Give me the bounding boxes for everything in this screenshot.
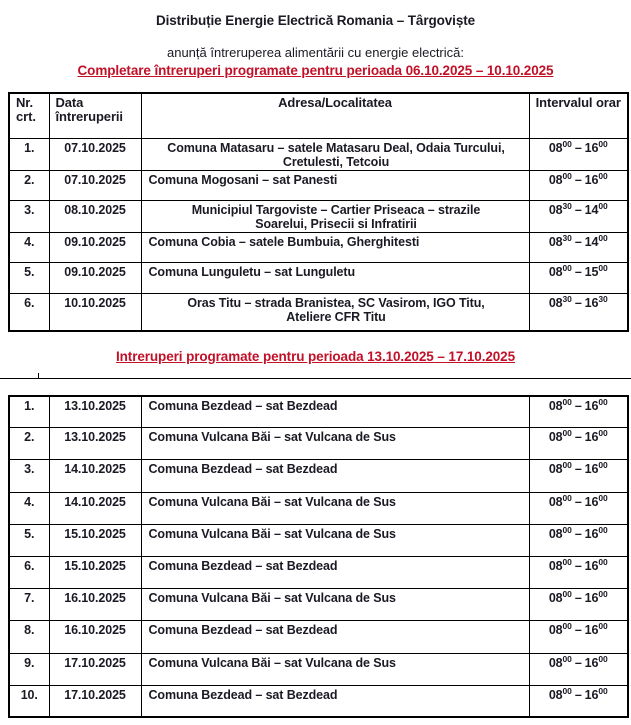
table-row xyxy=(9,621,628,653)
interval-start-hour: 08 xyxy=(548,430,563,445)
interval-end-minutes: 00 xyxy=(598,492,608,503)
table-row xyxy=(9,556,628,588)
time-interval xyxy=(548,396,608,413)
address-line: Comuna Bezdead – sat Bezdead xyxy=(148,558,338,573)
interval-end-hour: 15 xyxy=(584,265,599,279)
address-line: Comuna Vulcana Băi – sat Vulcana de Sus xyxy=(148,655,396,670)
interval-start-hour: 08 xyxy=(548,655,563,670)
interval-end-hour: 16 xyxy=(584,558,599,573)
interruption-date-cell: 15.10.2025 xyxy=(49,524,141,556)
address-cell xyxy=(141,396,529,428)
row-number-cell: 9. xyxy=(9,653,49,685)
interval-start-minutes: 00 xyxy=(562,170,572,181)
address-cell xyxy=(141,294,529,331)
interruption-date-cell: 15.10.2025 xyxy=(49,556,141,588)
interval-end-hour: 16 xyxy=(584,430,599,445)
interval-cell xyxy=(529,589,628,621)
interval-separator: – xyxy=(574,623,582,638)
interval-end-hour: 16 xyxy=(584,494,599,509)
interval-cell xyxy=(529,201,628,233)
interval-start-hour: 08 xyxy=(548,526,563,541)
time-interval xyxy=(548,200,608,217)
interval-end-hour: 16 xyxy=(584,296,599,310)
address-line: Ateliere CFR Titu xyxy=(286,310,386,324)
interval-end-minutes: 00 xyxy=(598,621,608,632)
interval-end-hour: 16 xyxy=(584,526,599,541)
interval-end-hour: 16 xyxy=(584,173,599,187)
interval-start-minutes: 30 xyxy=(562,200,572,211)
interval-separator: – xyxy=(574,173,582,187)
interval-end-hour: 14 xyxy=(584,235,599,249)
table-row xyxy=(9,263,628,294)
row-number-cell: 5. xyxy=(9,524,49,556)
interval-start-minutes: 00 xyxy=(562,492,572,503)
table-row xyxy=(9,233,628,263)
table2-body xyxy=(9,396,628,718)
row-number-cell: 8. xyxy=(9,621,49,653)
col-header-date: Data întreruperii xyxy=(49,93,141,139)
interval-start-hour: 08 xyxy=(548,141,563,155)
table-row xyxy=(9,396,628,428)
interruption-date-cell: 17.10.2025 xyxy=(49,653,141,685)
interruption-date-cell: 09.10.2025 xyxy=(49,233,141,263)
interval-end-hour: 16 xyxy=(584,398,599,413)
section-divider xyxy=(0,378,631,379)
interval-start-minutes: 30 xyxy=(562,232,572,243)
interval-separator: – xyxy=(574,655,582,670)
interval-separator: – xyxy=(574,265,582,279)
interval-separator: – xyxy=(574,430,582,445)
time-interval xyxy=(548,492,608,509)
time-interval xyxy=(548,170,608,187)
address-line: Comuna Vulcana Băi – sat Vulcana de Sus xyxy=(148,494,396,509)
address-line: Cretulesti, Tetcoiu xyxy=(282,155,390,169)
interruption-date-cell: 07.10.2025 xyxy=(49,139,141,171)
interruption-date-cell: 17.10.2025 xyxy=(49,685,141,717)
interval-end-minutes: 00 xyxy=(598,232,608,243)
interval-end-minutes: 00 xyxy=(598,460,608,471)
time-interval xyxy=(548,262,608,279)
interval-cell xyxy=(529,492,628,524)
interval-start-hour: 08 xyxy=(548,235,563,249)
table-row xyxy=(9,171,628,201)
time-interval xyxy=(548,524,608,541)
row-number-cell: 5. xyxy=(9,263,49,294)
table-header-row xyxy=(9,93,628,139)
interval-start-minutes: 00 xyxy=(562,621,572,632)
interval-end-minutes: 00 xyxy=(598,428,608,439)
interruption-date-cell: 16.10.2025 xyxy=(49,589,141,621)
time-interval xyxy=(548,588,608,606)
address-line: Comuna Matasaru – satele Matasaru Deal, Odaia Turcului, xyxy=(167,141,505,155)
address-cell xyxy=(141,233,529,263)
interruption-date-cell: 13.10.2025 xyxy=(49,428,141,460)
address-line: Comuna Bezdead – sat Bezdead xyxy=(148,462,338,477)
address-line: Comuna Vulcana Băi – sat Vulcana de Sus xyxy=(148,591,396,606)
address-cell xyxy=(141,492,529,524)
schedule-table-period1 xyxy=(8,92,629,332)
interval-end-hour: 16 xyxy=(584,141,599,155)
interval-separator: – xyxy=(574,462,582,477)
interval-end-hour: 16 xyxy=(584,462,599,477)
address-line: Comuna Cobia – satele Bumbuia, Gherghitesti xyxy=(148,235,420,249)
interval-cell xyxy=(529,396,628,428)
interval-end-hour: 16 xyxy=(584,591,599,606)
time-interval xyxy=(548,293,608,310)
table-row xyxy=(9,589,628,621)
address-line: Comuna Bezdead – sat Bezdead xyxy=(148,623,338,638)
interval-start-minutes: 00 xyxy=(562,396,572,407)
interval-separator: – xyxy=(574,398,582,413)
interval-separator: – xyxy=(574,235,582,249)
interval-cell xyxy=(529,556,628,588)
address-cell xyxy=(141,685,529,717)
row-number-cell: 4. xyxy=(9,492,49,524)
row-number-cell: 1. xyxy=(9,396,49,428)
interval-separator: – xyxy=(574,494,582,509)
interval-start-hour: 08 xyxy=(548,687,563,702)
address-cell xyxy=(141,589,529,621)
interruption-date-cell: 07.10.2025 xyxy=(49,171,141,201)
table-row xyxy=(9,685,628,717)
interval-cell xyxy=(529,621,628,653)
address-line: Comuna Vulcana Băi – sat Vulcana de Sus xyxy=(148,526,396,541)
row-number-cell: 6. xyxy=(9,556,49,588)
interval-end-hour: 16 xyxy=(584,655,599,670)
interval-start-minutes: 00 xyxy=(562,428,572,439)
address-line: Comuna Bezdead – sat Bezdead xyxy=(148,687,338,702)
time-interval xyxy=(548,138,608,155)
interval-cell xyxy=(529,428,628,460)
interval-separator: – xyxy=(574,296,582,310)
address-line: Municipiul Targoviste – Cartier Priseaca – strazile xyxy=(191,203,481,217)
interval-start-hour: 08 xyxy=(548,462,563,477)
interval-start-hour: 08 xyxy=(548,494,563,509)
section1-heading: Completare întreruperi programate pentru perioada 06.10.2025 – 10.10.2025 xyxy=(77,63,554,78)
address-line: Comuna Mogosani – sat Panesti xyxy=(148,173,338,187)
interruption-date-cell: 10.10.2025 xyxy=(49,294,141,331)
address-cell xyxy=(141,524,529,556)
time-interval xyxy=(549,430,608,444)
interruption-date-cell: 13.10.2025 xyxy=(49,396,141,428)
row-number-cell: 4. xyxy=(9,233,49,263)
interruption-date-cell: 14.10.2025 xyxy=(49,492,141,524)
schedule-table-period2 xyxy=(8,395,629,719)
table-row xyxy=(9,201,628,233)
time-interval xyxy=(548,653,608,670)
interval-end-minutes: 00 xyxy=(598,556,608,567)
interval-end-minutes: 00 xyxy=(598,685,608,696)
interval-cell xyxy=(529,294,628,331)
interval-start-hour: 08 xyxy=(548,558,563,573)
interval-separator: – xyxy=(574,591,582,606)
interval-start-hour: 08 xyxy=(548,591,563,606)
address-cell xyxy=(141,263,529,294)
time-interval xyxy=(548,685,608,702)
interval-separator: – xyxy=(574,203,582,217)
col-header-address: Adresa/Localitatea xyxy=(141,93,529,139)
interval-start-hour: 08 xyxy=(548,203,563,217)
interval-end-minutes: 00 xyxy=(598,138,608,149)
interval-separator: – xyxy=(574,687,582,702)
interval-separator: – xyxy=(574,558,582,573)
interval-end-hour: 14 xyxy=(584,203,599,217)
table-row xyxy=(9,428,628,460)
interval-end-minutes: 00 xyxy=(598,170,608,181)
table-row xyxy=(9,139,628,171)
address-cell xyxy=(141,653,529,685)
time-interval xyxy=(548,556,608,573)
row-number-cell: 2. xyxy=(9,428,49,460)
address-cell xyxy=(141,171,529,201)
address-line: Comuna Vulcana Băi – sat Vulcana de Sus xyxy=(148,430,396,445)
interval-cell xyxy=(529,171,628,201)
address-cell xyxy=(141,556,529,588)
interruption-date-cell: 14.10.2025 xyxy=(49,460,141,492)
interval-end-minutes: 00 xyxy=(598,200,608,211)
interval-end-minutes: 00 xyxy=(598,396,608,407)
doc-subtitle: anunță întreruperea alimentării cu energie electrică: xyxy=(166,45,464,60)
table-row xyxy=(9,653,628,685)
interval-start-hour: 08 xyxy=(548,265,563,279)
address-line: Comuna Lunguletu – sat Lunguletu xyxy=(148,265,356,279)
doc-title: Distribuție Energie Electrică Romania – Târgoviște xyxy=(155,13,476,28)
address-line: Oras Titu – strada Branistea, SC Vasirom, IGO Titu, xyxy=(187,296,485,310)
interval-cell xyxy=(529,233,628,263)
address-cell xyxy=(141,201,529,233)
interruption-date-cell: 09.10.2025 xyxy=(49,263,141,294)
table-row xyxy=(9,524,628,556)
address-line: Soarelui, Prisecii si Infratirii xyxy=(255,217,417,231)
interval-start-minutes: 00 xyxy=(562,524,572,535)
row-number-cell: 3. xyxy=(9,460,49,492)
interval-separator: – xyxy=(574,526,582,541)
time-interval xyxy=(548,232,608,249)
interval-start-minutes: 00 xyxy=(562,460,572,471)
interval-start-hour: 08 xyxy=(548,623,563,638)
interval-start-minutes: 00 xyxy=(562,262,572,273)
row-number-cell: 2. xyxy=(9,171,49,201)
col-header-nr: Nr. crt. xyxy=(9,93,49,139)
table-row xyxy=(9,294,628,331)
interruption-date-cell: 08.10.2025 xyxy=(49,201,141,233)
interval-cell xyxy=(529,653,628,685)
table-row xyxy=(9,492,628,524)
interval-end-hour: 16 xyxy=(584,623,599,638)
table-row xyxy=(9,460,628,492)
interval-end-minutes: 00 xyxy=(598,262,608,273)
interval-start-minutes: 00 xyxy=(562,588,572,599)
interval-cell xyxy=(529,524,628,556)
address-cell xyxy=(141,621,529,653)
interval-start-hour: 08 xyxy=(548,296,563,310)
section2-heading: Intreruperi programate pentru perioada 13.10.2025 – 17.10.2025 xyxy=(116,348,515,364)
interval-start-minutes: 00 xyxy=(562,685,572,696)
interval-start-hour: 08 xyxy=(548,398,563,413)
interval-start-minutes: 00 xyxy=(562,653,572,664)
interval-cell xyxy=(529,263,628,294)
interruption-date-cell: 16.10.2025 xyxy=(49,621,141,653)
row-number-cell: 6. xyxy=(9,294,49,331)
interval-end-minutes: 00 xyxy=(598,524,608,535)
row-number-cell: 10. xyxy=(9,685,49,717)
address-cell xyxy=(141,139,529,171)
interval-end-minutes: 30 xyxy=(598,293,608,304)
divider-tick xyxy=(38,373,39,379)
time-interval xyxy=(549,623,608,637)
interval-end-hour: 16 xyxy=(584,687,599,702)
interval-start-minutes: 30 xyxy=(562,293,572,304)
address-line: Comuna Bezdead – sat Bezdead xyxy=(148,398,338,413)
interval-cell xyxy=(529,685,628,717)
col-header-interval: Intervalul orar xyxy=(529,93,628,139)
interval-cell xyxy=(529,139,628,171)
interval-separator: – xyxy=(574,141,582,155)
interval-start-hour: 08 xyxy=(548,173,563,187)
table1-body xyxy=(9,139,628,331)
interval-cell xyxy=(529,460,628,492)
interval-start-minutes: 00 xyxy=(562,556,572,567)
interval-end-minutes: 00 xyxy=(598,588,608,599)
row-number-cell: 7. xyxy=(9,589,49,621)
address-cell xyxy=(141,460,529,492)
address-cell xyxy=(141,428,529,460)
row-number-cell: 3. xyxy=(9,201,49,233)
interval-start-minutes: 00 xyxy=(562,138,572,149)
row-number-cell: 1. xyxy=(9,139,49,171)
interval-end-minutes: 00 xyxy=(598,653,608,664)
time-interval xyxy=(549,462,608,476)
